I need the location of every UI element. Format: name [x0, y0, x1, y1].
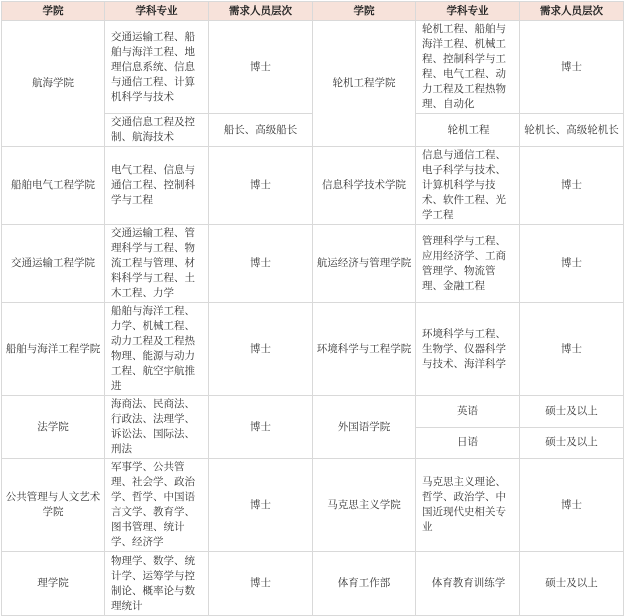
level-cell: 博士 [520, 147, 624, 225]
school-cell: 交通运输工程学院 [2, 225, 105, 303]
school-cell: 公共管理与人文艺术学院 [2, 459, 105, 552]
level-cell: 博士 [209, 21, 313, 114]
level-cell: 博士 [520, 303, 624, 396]
school-cell: 外国语学院 [313, 396, 416, 459]
level-cell: 硕士及以上 [520, 396, 624, 428]
header-row [2, 2, 624, 21]
level-cell: 博士 [209, 147, 313, 225]
school-cell: 轮机工程学院 [313, 21, 416, 147]
level-cell: 船长、高级船长 [209, 114, 313, 147]
header-level: 需求人员层次 [209, 2, 313, 21]
table-row [2, 396, 624, 428]
major-cell: 体育教育训练学 [416, 552, 520, 616]
table-row [2, 21, 624, 114]
major-cell: 管理科学与工程、应用经济学、工商管理学、物流管理、金融工程 [416, 225, 520, 303]
school-cell: 信息科学技术学院 [313, 147, 416, 225]
table-row [2, 459, 624, 552]
table-row [2, 147, 624, 225]
header-school: 学院 [2, 2, 105, 21]
level-cell: 硕士及以上 [520, 427, 624, 459]
school-cell: 航运经济与管理学院 [313, 225, 416, 303]
level-cell: 博士 [209, 552, 313, 616]
header-school-2: 学院 [313, 2, 416, 21]
major-cell: 船舶与海洋工程、力学、机械工程、动力工程及工程热物理、能源与动力工程、航空宇航推进 [105, 303, 209, 396]
header-major-2: 学科专业 [416, 2, 520, 21]
school-cell: 马克思主义学院 [313, 459, 416, 552]
level-cell: 博士 [520, 21, 624, 114]
header-major: 学科专业 [105, 2, 209, 21]
school-cell: 船舶与海洋工程学院 [2, 303, 105, 396]
school-cell: 体育工作部 [313, 552, 416, 616]
level-cell: 博士 [209, 459, 313, 552]
major-cell: 轮机工程 [416, 114, 520, 147]
recruitment-table [1, 1, 624, 616]
major-cell: 马克思主义理论、哲学、政治学、中国近现代史相关专业 [416, 459, 520, 552]
school-cell: 法学院 [2, 396, 105, 459]
recruitment-table-container [1, 1, 624, 616]
major-cell: 交通运输工程、管理科学与工程、物流工程与管理、材料科学与工程、土木工程、力学 [105, 225, 209, 303]
major-cell: 交通信息工程及控制、航海技术 [105, 114, 209, 147]
header-level-2: 需求人员层次 [520, 2, 624, 21]
major-cell: 军事学、公共管理、社会学、政治学、哲学、中国语言文学、教育学、图书管理、统计学、经济学 [105, 459, 209, 552]
major-cell: 英语 [416, 396, 520, 428]
major-cell: 物理学、数学、统计学、运筹学与控制论、概率论与数理统计 [105, 552, 209, 616]
school-cell: 船舶电气工程学院 [2, 147, 105, 225]
major-cell: 轮机工程、船舶与海洋工程、机械工程、控制科学与工程、电气工程、动力工程及工程热物理、自动化 [416, 21, 520, 114]
level-cell: 硕士及以上 [520, 552, 624, 616]
major-cell: 日语 [416, 427, 520, 459]
school-cell: 环境科学与工程学院 [313, 303, 416, 396]
school-cell: 航海学院 [2, 21, 105, 147]
major-cell: 信息与通信工程、电子科学与技术、计算机科学与技术、软件工程、光学工程 [416, 147, 520, 225]
level-cell: 博士 [209, 225, 313, 303]
major-cell: 交通运输工程、船舶与海洋工程、地理信息系统、信息与通信工程、计算机科学与技术 [105, 21, 209, 114]
table-row [2, 303, 624, 396]
table-row [2, 225, 624, 303]
major-cell: 电气工程、信息与通信工程、控制科学与工程 [105, 147, 209, 225]
major-cell: 环境科学与工程、生物学、仪器科学与技术、海洋科学 [416, 303, 520, 396]
level-cell: 博士 [209, 396, 313, 459]
level-cell: 轮机长、高级轮机长 [520, 114, 624, 147]
level-cell: 博士 [520, 225, 624, 303]
level-cell: 博士 [520, 459, 624, 552]
level-cell: 博士 [209, 303, 313, 396]
table-row [2, 552, 624, 616]
major-cell: 海商法、民商法、行政法、法理学、诉讼法、国际法、刑法 [105, 396, 209, 459]
school-cell: 理学院 [2, 552, 105, 616]
